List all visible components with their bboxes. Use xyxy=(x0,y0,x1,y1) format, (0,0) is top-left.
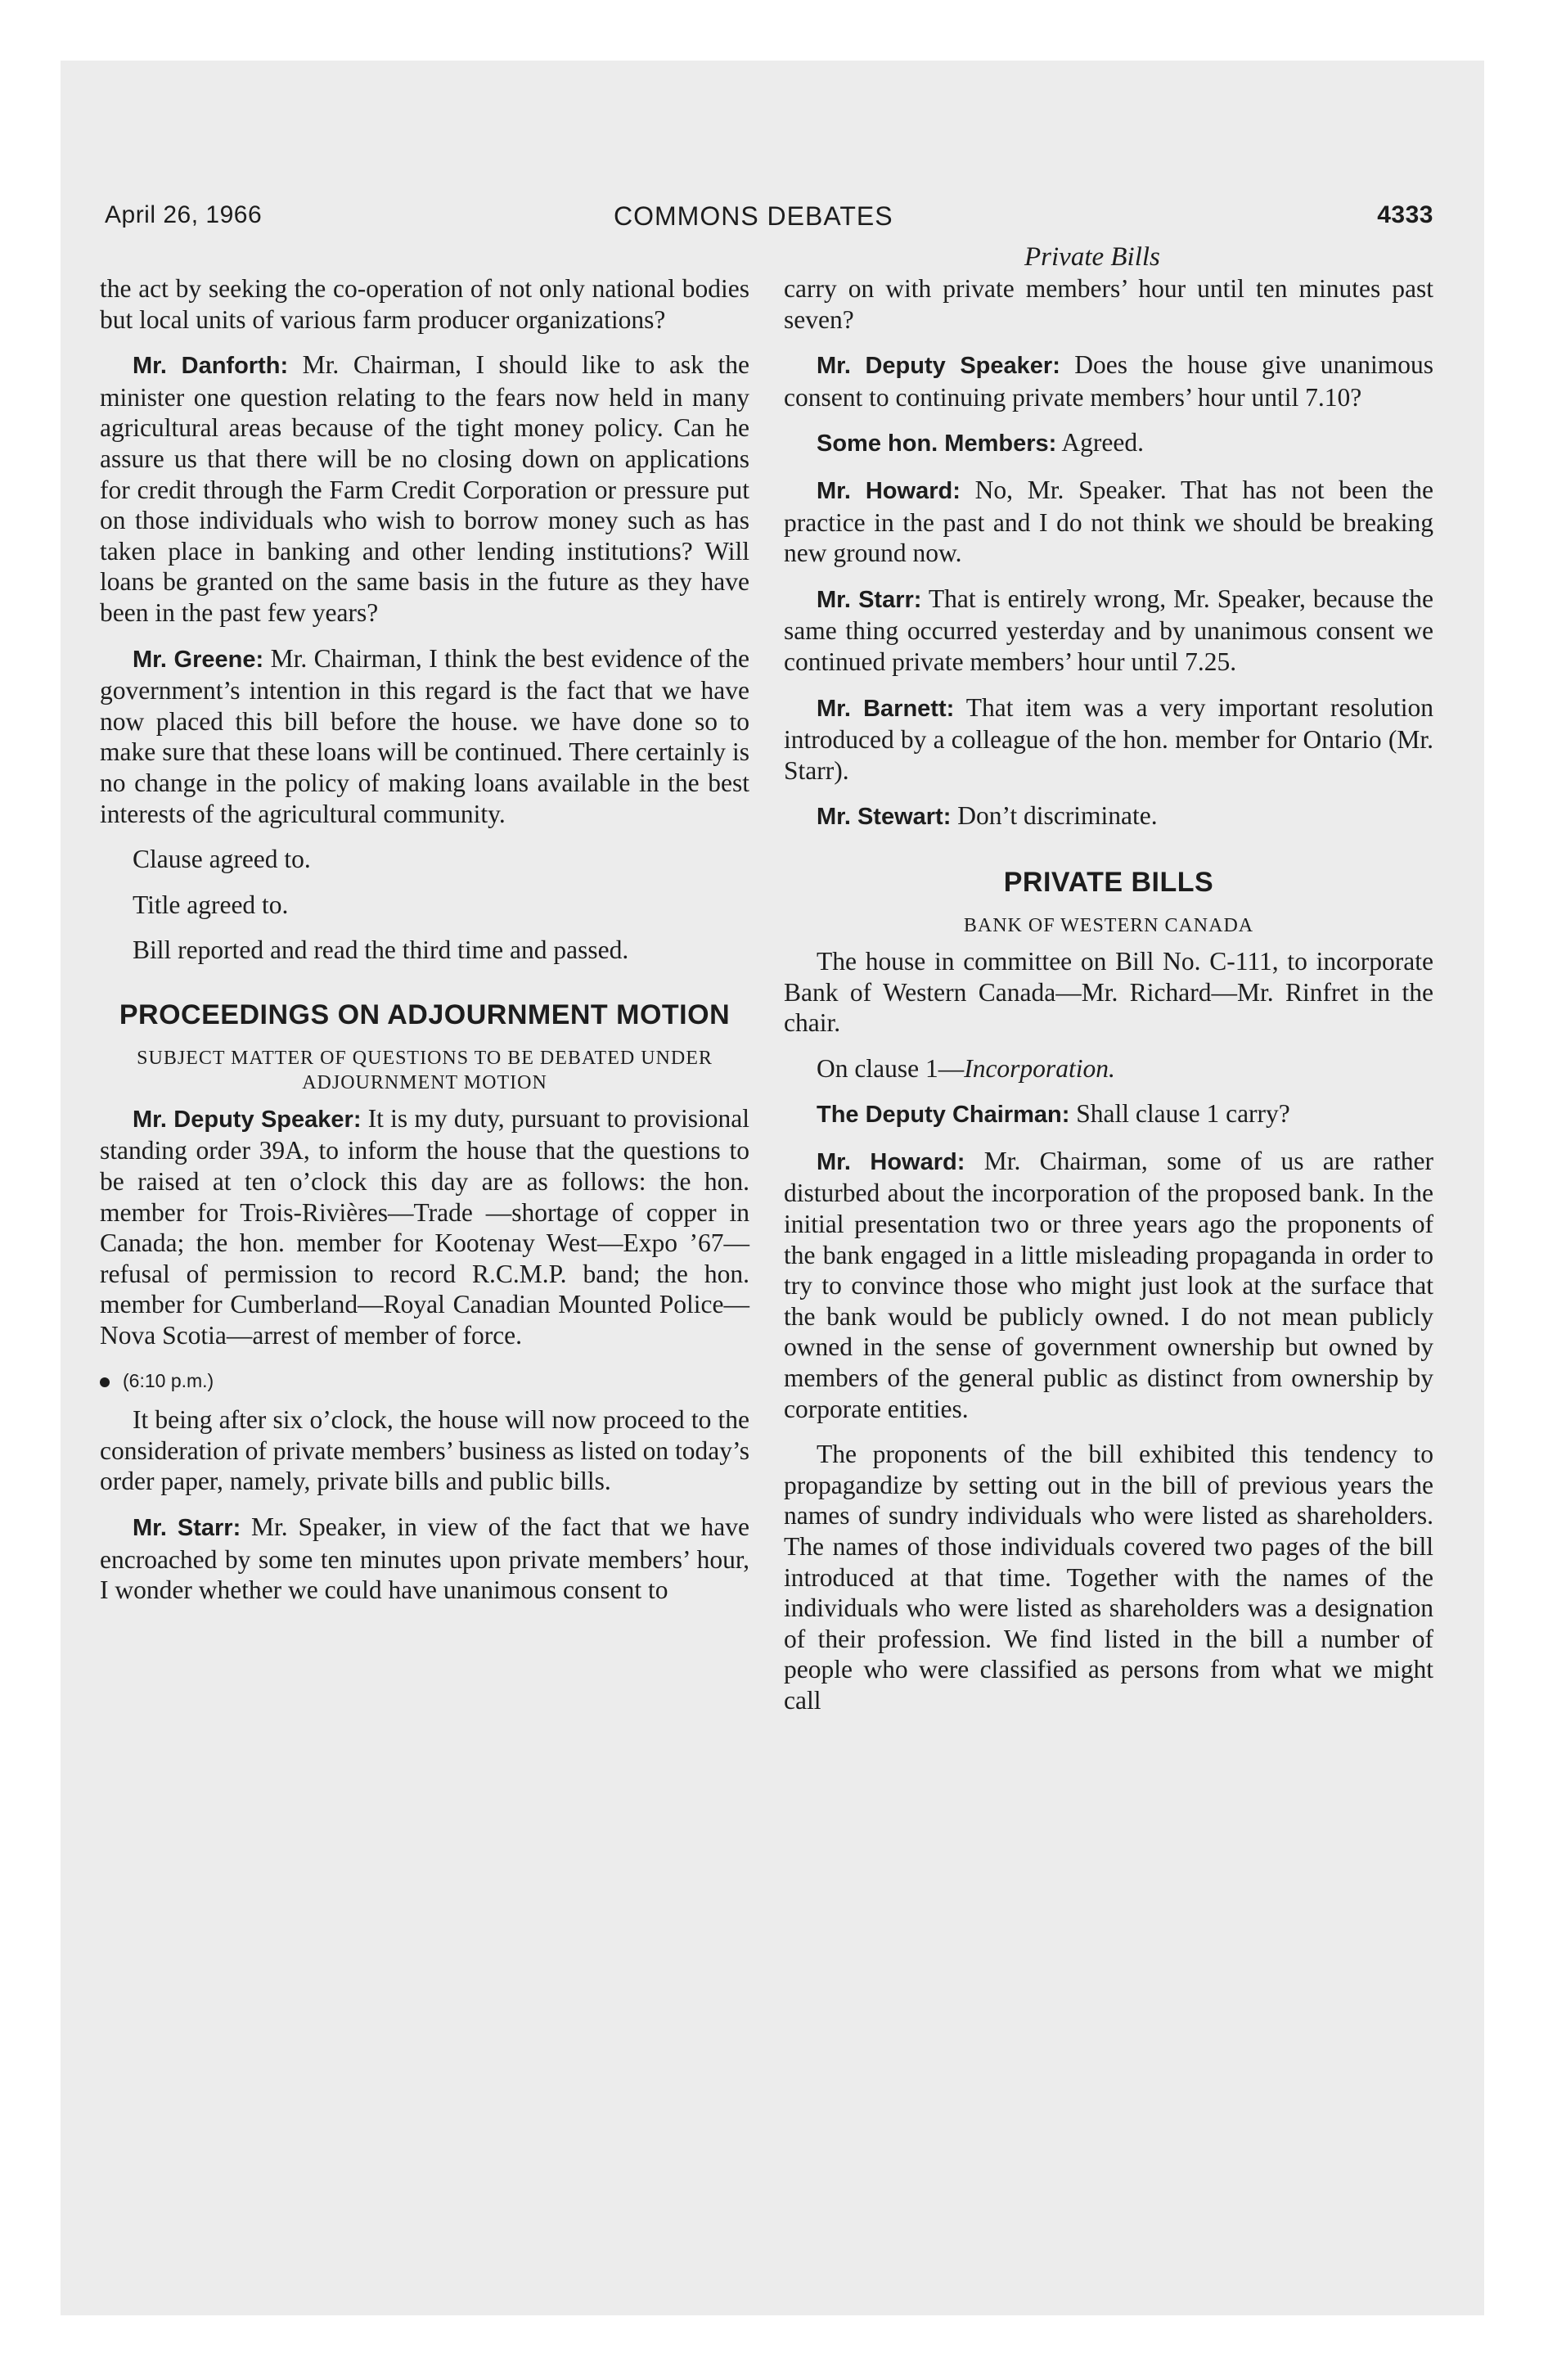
paragraph xyxy=(100,1512,749,1606)
header-date: April 26, 1966 xyxy=(105,201,263,228)
paragraph xyxy=(784,584,1433,678)
speaker-name: Mr. Starr: xyxy=(133,1515,241,1541)
paragraph xyxy=(784,1098,1433,1131)
speaker-name: Mr. Howard: xyxy=(817,477,961,504)
speaker-name: Mr. Starr: xyxy=(817,586,922,613)
paragraph: Clause agreed to. xyxy=(133,845,311,874)
header-title: COMMONS DEBATES xyxy=(614,201,893,231)
speaker-name: Mr. Howard: xyxy=(817,1148,965,1175)
speech-text: No, Mr. Speaker. That has not been the practice in the past and I do not think we should be breaking new ground now. xyxy=(784,475,1433,568)
paragraph xyxy=(784,427,1433,460)
paragraph: It being after six o’clock, the house will now proceed to the consideration of private members’ business as listed on today’s order paper, namely, private bills and public bills. xyxy=(100,1405,749,1496)
section-subheading: SUBJECT MATTER OF QUESTIONS TO BE DEBATED UNDER ADJOURNMENT MOTION xyxy=(137,1047,713,1093)
paragraph: Title agreed to. xyxy=(133,890,289,919)
paragraph xyxy=(100,349,749,628)
section-subheading: BANK OF WESTERN CANADA xyxy=(963,914,1254,936)
speaker-name: The Deputy Chairman: xyxy=(817,1102,1070,1129)
paragraph: The proponents of the bill exhibited this tendency to propagandize by setting out in the bill of previous years the names of sundry individuals who were listed as shareholders. The names of those individuals covered two pages of the bill introduced at that time. Together with the names of the individuals who were listed as shareholders was a designation of their profession. We find listed in the bill a number of people who were classified as persons from what we might call xyxy=(784,1440,1433,1715)
speaker-name: Mr. Deputy Speaker: xyxy=(817,353,1060,380)
speech-text: That item was a very important resolution introduced by a colleague of the hon. member for Ontario (Mr. Starr). xyxy=(784,692,1433,785)
speaker-name: Mr. Danforth: xyxy=(133,353,289,380)
speech-text: Don’t discriminate. xyxy=(951,801,1158,831)
page-number: 4333 xyxy=(1377,201,1433,228)
speech-text: Agreed. xyxy=(1056,428,1144,458)
speech-text: Mr. Chairman, I think the best evidence of the government’s intention in this regard is the fact that we have now placed this bill before the house. we have done so to make sure that these loans will be continued. There certainly is no change in the policy of making loans available in the best interests of the agricultural community. xyxy=(100,643,750,828)
speech-text: It is my duty, pursuant to provisional standing order 39A, to inform the house that the questions to be raised at ten o’clock this day are as follows: the hon. member for Trois-Rivières—Trade —shortage of copper in Canada; the hon. member for Kootenay West—Expo ’67—refusal of permission to record R.C.M.P. band; the hon. member for Cumberland—Royal Canadian Mounted Police—Nova Scotia—arrest of member of force. xyxy=(100,1103,749,1350)
clause-text: On clause 1— xyxy=(817,1053,965,1083)
speech-text: Mr. Chairman, I should like to ask the minister one question relating to the fears now held in many agricultural areas because of the tight money policy. Can he assure us that there will be no closing down on applications for credit through the Farm Credit Corporation or pressure put on those individuals who wish to borrow money such as has taken place in banking and other lending institutions? Will loans be granted on the same basis in the future as they have been in the past few years? xyxy=(100,350,749,627)
right-column xyxy=(784,273,1433,1731)
paragraph xyxy=(784,692,1433,787)
speech-text: That is entirely wrong, Mr. Speaker, because the same thing occurred yesterday and by unanimous consent we continued private members’ hour until 7.25. xyxy=(784,584,1433,676)
paragraph: carry on with private members’ hour until ten minutes past seven? xyxy=(784,274,1433,334)
speaker-name: Mr. Deputy Speaker: xyxy=(133,1106,362,1133)
section-heading: PROCEEDINGS ON ADJOURNMENT MOTION xyxy=(119,998,731,1030)
paragraph xyxy=(784,1146,1433,1424)
speech-text: Mr. Speaker, in view of the fact that we have encroached by some ten minutes upon private members’ hour, I wonder whether we could have unanimous consent to xyxy=(100,1512,749,1605)
speaker-name: Mr. Barnett: xyxy=(817,695,955,722)
paragraph xyxy=(784,475,1433,569)
timestamp xyxy=(100,1366,749,1397)
bullet-icon xyxy=(100,1377,110,1387)
page-header xyxy=(105,201,1433,237)
paragraph xyxy=(100,643,749,830)
left-column xyxy=(100,273,749,1620)
paragraph: Bill reported and read the third time and passed. xyxy=(133,935,629,965)
paragraph xyxy=(100,1103,749,1351)
running-head: Private Bills xyxy=(1024,242,1160,272)
speech-text: Does the house give unanimous consent to continuing private members’ hour until 7.10? xyxy=(784,350,1433,412)
speaker-name: Mr. Stewart: xyxy=(817,804,952,831)
timestamp-text: (6:10 p.m.) xyxy=(123,1369,214,1391)
speech-text: Mr. Chairman, some of us are rather disturbed about the incorporation of the proposed bank. In the initial presentation two or three years ago the proponents of the bank engaged in a little misleading propaganda in order to try to convince those who might just look at the surface that the bank would be publicly owned. I do not mean publicly owned in the sense of government ownership but owned by members of the general public as distinct from ownership by corporate entities. xyxy=(784,1146,1433,1423)
speech-text: Shall clause 1 carry? xyxy=(1069,1099,1290,1129)
paragraph: The house in committee on Bill No. C-111, to incorporate Bank of Western Canada—Mr. Richard—Mr. Rinfret in the chair. xyxy=(784,946,1433,1038)
speaker-name: Mr. Greene: xyxy=(133,646,264,673)
paragraph xyxy=(784,349,1433,412)
section-heading: PRIVATE BILLS xyxy=(1003,866,1214,898)
speaker-name: Some hon. Members: xyxy=(817,430,1057,458)
paragraph xyxy=(784,1053,1433,1084)
paragraph xyxy=(784,800,1433,833)
paragraph: the act by seeking the co-operation of not only national bodies but local units of various farm producer organizations? xyxy=(100,274,749,334)
clause-title: Incorporation. xyxy=(964,1053,1115,1083)
